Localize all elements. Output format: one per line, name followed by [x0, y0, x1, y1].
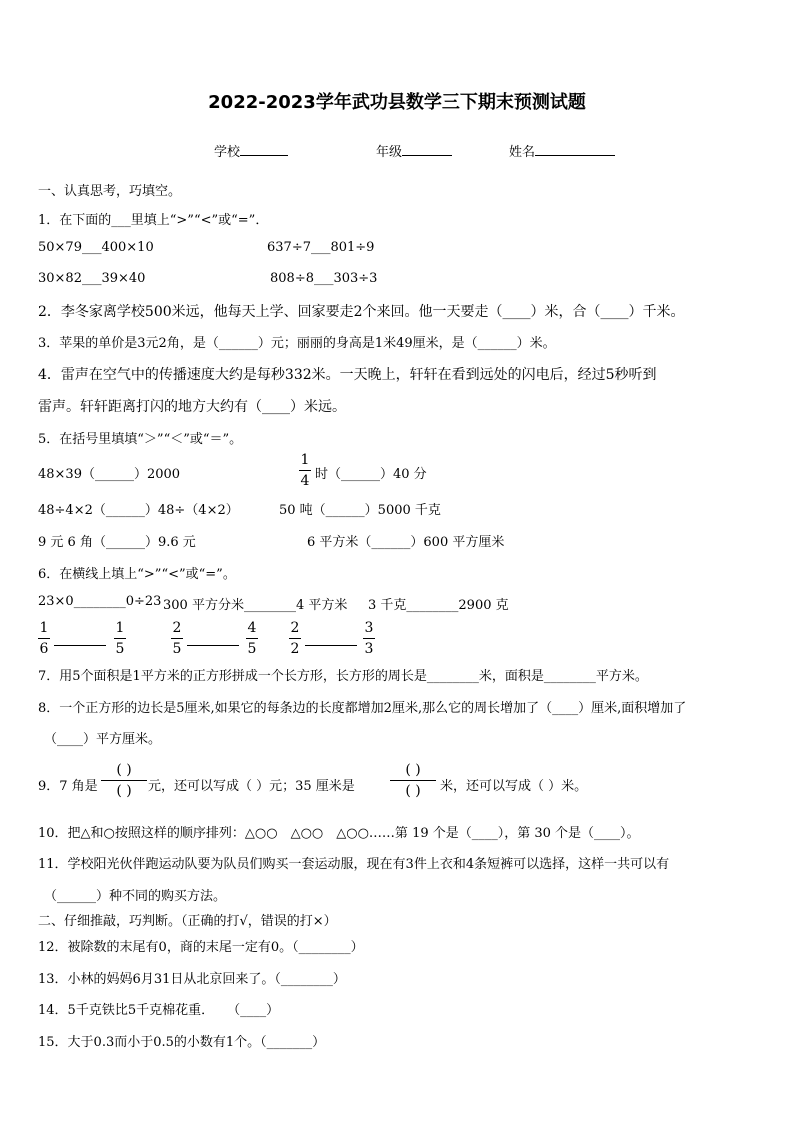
- question-14: 14．5千克铁比5千克棉花重． （____）: [38, 1003, 280, 1018]
- question-4-line-1: 4．雷声在空气中的传播速度大约是每秒332米。一天晚上，轩轩在看到远处的闪电后，经过5秒听到: [38, 367, 657, 383]
- section-2-heading: 二、仔细推敲，巧判断。（正确的打√，错误的打×）: [38, 914, 337, 929]
- q5-fraction: [299, 452, 311, 489]
- question-8-line-2: （____）平方厘米。: [44, 732, 162, 747]
- page-title: 2022-2023学年武功县数学三下期末预测试题: [208, 92, 586, 113]
- denominator: 6: [39, 641, 49, 657]
- question-11-line-1: 11．学校阳光伙伴跑运动队要为队员们购买一套运动服，现在有3件上衣和4条短裤可以选择，这样一共可以有: [38, 857, 670, 872]
- grade-field[interactable]: [376, 141, 452, 160]
- name-label: 姓名: [509, 145, 536, 160]
- q1-item-c: 30×82___39×40: [38, 271, 146, 286]
- q6-frac-2-right: [246, 620, 258, 657]
- school-field[interactable]: [214, 141, 288, 160]
- numerator-blank[interactable]: ( ): [405, 762, 421, 778]
- q1-item-a: 50×79___400×10: [38, 240, 154, 255]
- q1-item-b: 637÷7___801÷9: [267, 240, 375, 255]
- numerator: 2: [290, 620, 300, 636]
- q6-frac-3-left: [289, 620, 301, 657]
- denominator: 5: [172, 641, 182, 657]
- question-5: 5．在括号里填填“＞”“＜”或“＝”。: [38, 432, 243, 447]
- question-9-prefix: 9．7 角是: [38, 779, 98, 794]
- q6-item-b: 300 平方分米________4 平方米: [163, 598, 348, 613]
- q6-frac-3-right: [363, 620, 375, 657]
- numerator: 2: [172, 620, 182, 636]
- q1-item-d: 808÷8___303÷3: [270, 271, 378, 286]
- denominator: 3: [364, 641, 374, 657]
- grade-label: 年级: [376, 145, 403, 160]
- denominator: 5: [247, 641, 257, 657]
- numerator: 3: [364, 620, 374, 636]
- question-6: 6．在横线上填上“>”“<”或“=”。: [38, 567, 236, 582]
- question-15: 15．大于0.3而小于0.5的小数有1个。（_______）: [38, 1035, 326, 1050]
- denominator-blank[interactable]: ( ): [405, 783, 421, 799]
- q9-blank-fraction-1[interactable]: [101, 761, 147, 800]
- numerator: 4: [247, 620, 257, 636]
- numerator-blank[interactable]: ( ): [116, 762, 132, 778]
- q6-frac-2-left: [171, 620, 183, 657]
- question-3: 3．苹果的单价是3元2角，是（______）元；丽丽的身高是1米49厘米，是（______）米。: [38, 336, 556, 351]
- q5-fraction-denominator: 4: [300, 473, 310, 489]
- name-blank[interactable]: [535, 143, 615, 156]
- q5-item-e: 9 元 6 角（______）9.6 元: [38, 535, 196, 550]
- question-9-mid-1: 元，还可以写成（ ）元；35 厘米是: [148, 779, 355, 794]
- q6-frac-1-left: [38, 620, 50, 657]
- school-label: 学校: [214, 145, 241, 160]
- numerator: 1: [115, 620, 125, 636]
- denominator-blank[interactable]: ( ): [116, 783, 132, 799]
- question-7: 7．用5个面积是1平方米的正方形拼成一个长方形，长方形的周长是________米，面积是________平方米。: [38, 669, 648, 684]
- question-8-line-1: 8．一个正方形的边长是5厘米,如果它的每条边的长度都增加2厘米,那么它的周长增加了（____）厘米,面积增加了: [38, 701, 687, 716]
- q6-frac-1-blank[interactable]: [54, 645, 106, 646]
- question-9-mid-2: 米，还可以写成（ ）米。: [440, 779, 588, 794]
- question-1: 1．在下面的___里填上“>”“<”或“=”．: [38, 213, 269, 228]
- denominator: 5: [115, 641, 125, 657]
- question-13: 13．小林的妈妈6月31日从北京回来了。（________）: [38, 972, 346, 987]
- section-1-heading: 一、认真思考，巧填空。: [38, 184, 182, 199]
- q6-frac-2-blank[interactable]: [187, 645, 239, 646]
- denominator: 2: [290, 641, 300, 657]
- name-field[interactable]: [509, 141, 615, 160]
- question-12: 12．被除数的末尾有0，商的末尾一定有0。（________）: [38, 940, 364, 955]
- grade-blank[interactable]: [402, 143, 452, 156]
- question-10: 10．把△和○按照这样的顺序排列：△○○ △○○ △○○……第 19 个是（____），第 30 个是（____）。: [38, 826, 640, 841]
- q5-item-c: 48÷4×2（______）48÷（4×2）: [38, 503, 239, 518]
- q9-blank-fraction-2[interactable]: [390, 761, 436, 800]
- numerator: 1: [39, 620, 49, 636]
- q5-item-a: 48×39（______）2000: [38, 467, 181, 482]
- school-blank[interactable]: [240, 143, 288, 156]
- question-2: 2．李冬家离学校500米远，他每天上学、回家要走2个来回。他一天要走（____）米，合（____）千米。: [38, 304, 685, 320]
- q5-item-f: 6 平方米（______）600 平方厘米: [307, 535, 505, 550]
- q6-frac-3-blank[interactable]: [305, 645, 357, 646]
- question-11-line-2: （______）种不同的购买方法。: [44, 889, 227, 904]
- q5-item-b: 时（______）40 分: [315, 467, 427, 482]
- q6-frac-1-right: [114, 620, 126, 657]
- q6-item-c: 3 千克________2900 克: [368, 598, 509, 613]
- q5-item-d: 50 吨（______）5000 千克: [279, 503, 441, 518]
- q5-fraction-numerator: 1: [300, 452, 310, 468]
- question-4-line-2: 雷声。轩轩距离打闪的地方大约有（____）米远。: [38, 399, 346, 415]
- q6-item-a: 23×0________0÷23: [38, 594, 162, 609]
